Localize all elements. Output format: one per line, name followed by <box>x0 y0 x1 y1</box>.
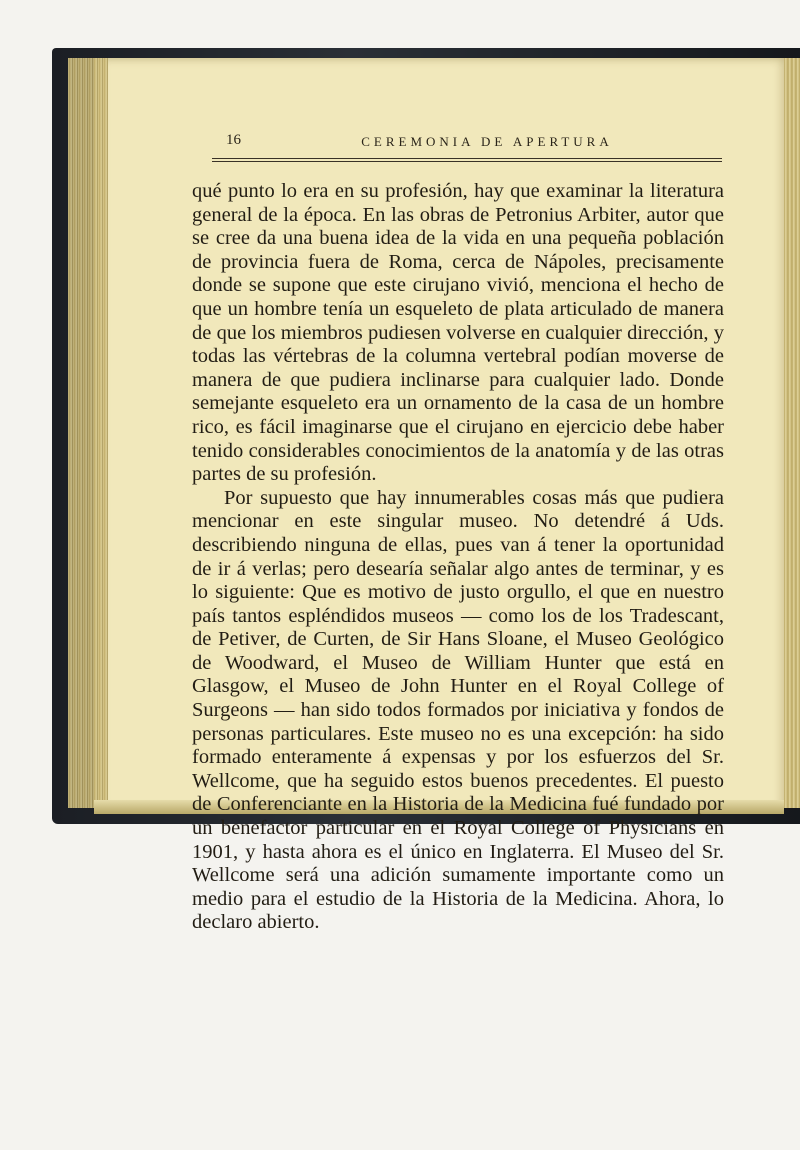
page-number: 16 <box>226 132 241 148</box>
page-header <box>212 132 722 156</box>
paragraph-2: Por supuesto que hay innumerables cosas más que pudiera mencionar en este singular museo. No detendré á Uds. describiendo ninguna de ellas, pues van á tener la oportunidad de ir á verlas; pero desearía señalar algo antes de terminar, y es lo siguiente: Que es motivo de justo orgullo, el que en nuestro país tantos espléndidos museos — como los de los Tradescant, de Petiver, de Curten, de Sir Hans Sloane, el Museo Geológico de Woodward, el Museo de William Hunter que está en Glasgow, el Museo de John Hunter en el Royal College of Surgeons — han sido todos formados por iniciativa y fondos de personas particulares. Este museo no es una excepción: ha sido formado enteramente á expensas y por los esfuerzos del Sr. Wellcome, que ha seguido estos buenos precedentes. El puesto de Conferenciante en la Historia de la Medicina fué fundado por un benefactor particular en el Royal College of Physicians en 1901, y hasta ahora es el único en Inglaterra. El Museo del Sr. Wellcome será una adición sumamente importante como un medio para el estudio de la Historia de la Medicina. Ahora, lo declaro abierto. <box>192 486 724 934</box>
header-rule-top <box>212 158 722 159</box>
paragraph-1: qué punto lo era en su profesión, hay que examinar la literatura general de la época. En las obras de Petronius Arbiter, autor que se cree da una buena idea de la vida en una pequeña población de provincia fuera de Roma, cerca de Nápoles, precisamente donde se supone que este cirujano vivió, menciona el hecho de que un hombre tenía un esqueleto de plata articulado de manera de que los miembros pudiesen volverse en cualquier dirección, y todas las vértebras de la columna vertebral podían moverse de manera de que pudiera inclinarse para cualquier lado. Donde semejante esqueleto era un ornamento de la casa de un hombre rico, es fácil imaginarse que el cirujano en ejercicio debe haber tenido considerables conocimientos de la anatomía y de las otras partes de su profesión. <box>192 180 724 486</box>
page-edges-left <box>68 58 108 808</box>
running-head: CEREMONIA DE APERTURA <box>361 134 613 149</box>
header-rule-bottom <box>212 161 722 162</box>
body-text <box>192 180 724 935</box>
